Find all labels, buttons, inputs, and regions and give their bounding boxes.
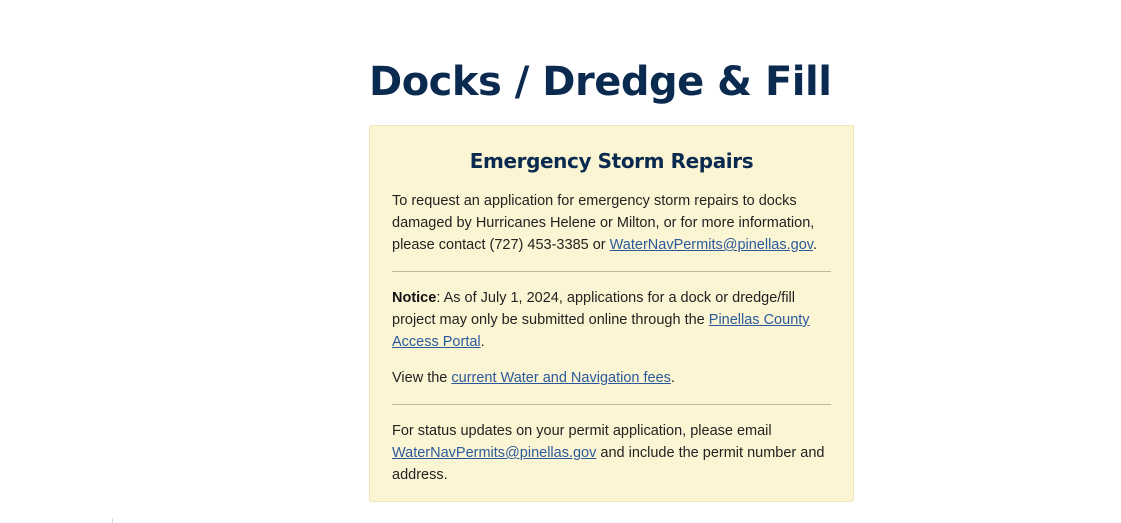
page-edge-mark [112, 518, 113, 523]
emergency-storm-repairs-box [369, 125, 854, 502]
fees-text: View the [392, 370, 452, 386]
fees-link[interactable]: current Water and Navigation fees [451, 370, 671, 386]
divider-top [392, 271, 831, 272]
fees-paragraph [392, 367, 831, 389]
access-portal-link[interactable]: Pinellas County Access Portal [392, 312, 810, 350]
page-title: Docks / Dredge & Fill [369, 59, 832, 105]
fees-text-end: . [670, 370, 675, 386]
notice-paragraph [392, 287, 831, 353]
status-text-end: and include the permit number and address. [392, 445, 825, 483]
box-heading: Emergency Storm Repairs [469, 149, 754, 173]
status-text: For status updates on your permit application, please email [392, 423, 772, 439]
status-paragraph [392, 420, 831, 486]
status-email-link[interactable]: WaterNavPermits@pinellas.gov [392, 445, 597, 461]
storm-repairs-paragraph [392, 190, 831, 256]
notice-text-end: . [480, 334, 485, 350]
notice-label: Notice [392, 290, 437, 306]
storm-repairs-text-end: . [812, 237, 817, 253]
storm-repairs-text: To request an application for emergency storm repairs to docks damaged by Hurricanes Helene or Milton, or for more information, please contact (727) 453-3385 or [392, 193, 815, 253]
storm-email-link[interactable]: WaterNavPermits@pinellas.gov [609, 237, 813, 253]
divider-bottom [392, 404, 831, 405]
notice-text: : As of July 1, 2024, applications for a dock or dredge/fill project may only be submitted online through the [392, 290, 796, 328]
